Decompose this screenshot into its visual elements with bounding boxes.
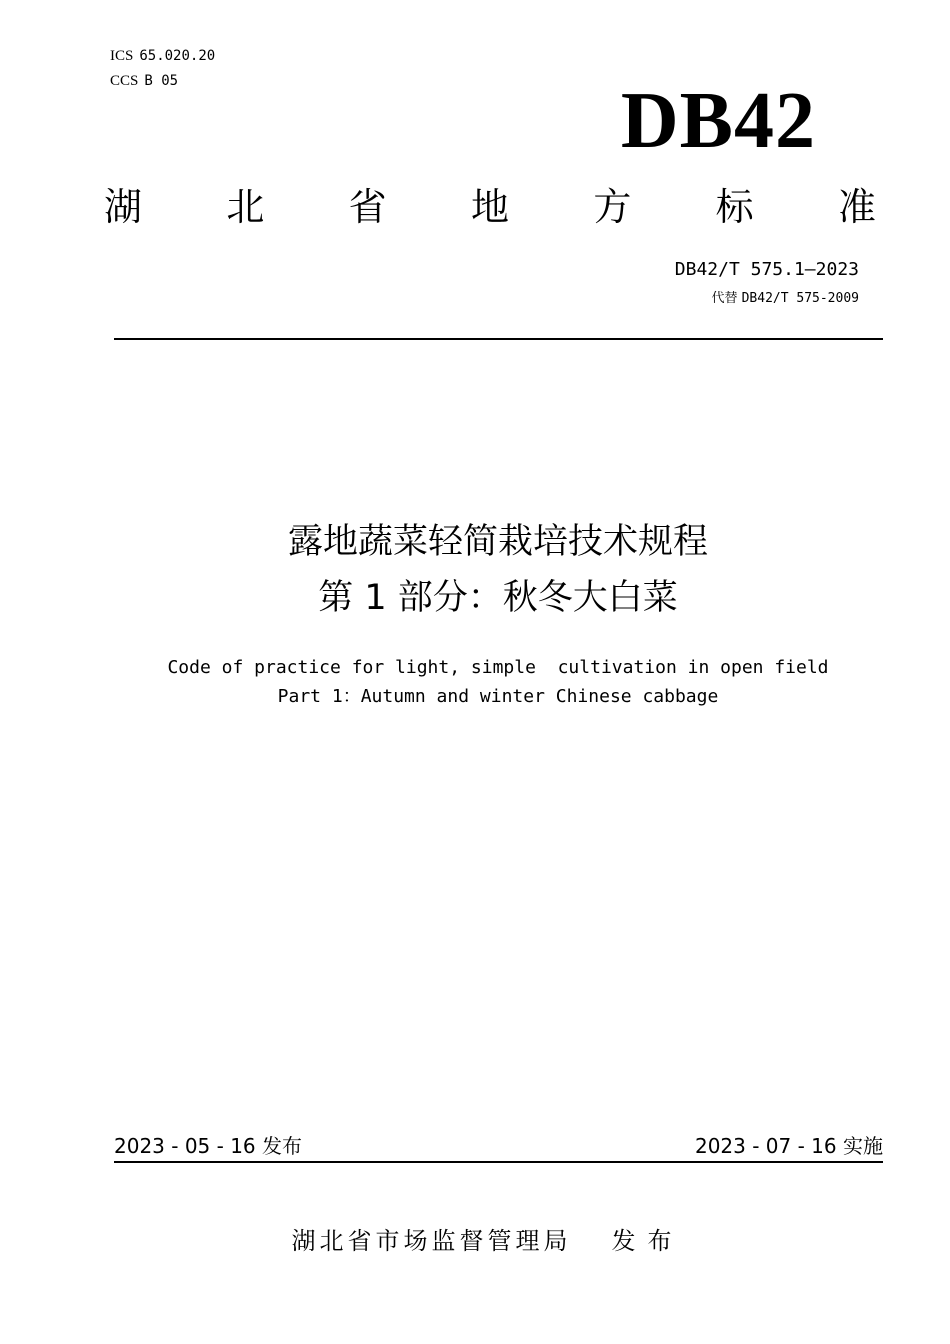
title-chinese-line-1: 露地蔬菜轻简栽培技术规程	[287, 522, 708, 562]
standard-logo: DB42	[620, 77, 816, 165]
standard-type-char: 北	[226, 185, 265, 229]
standard-type-char: 地	[470, 185, 509, 229]
ics-code	[110, 47, 215, 65]
issuer-action: 发布	[611, 1227, 684, 1255]
ccs-code	[110, 72, 178, 90]
standard-type-char: 准	[837, 185, 876, 229]
ccs-value: B 05	[144, 73, 179, 89]
issue-date: 2023 - 05 - 16 发布	[114, 1134, 303, 1158]
standard-type-char: 省	[348, 185, 387, 229]
title-english-line-1: Code of practice for light, simple cultivation in open field	[167, 657, 829, 678]
ics-label: ICS	[110, 48, 134, 64]
replaces-code: DB42/T 575-2009	[741, 291, 859, 306]
ccs-label: CCS	[110, 73, 139, 89]
title-chinese-line-2: 第 1 部分：秋冬大白菜	[318, 578, 678, 618]
ics-value: 65.020.20	[139, 48, 216, 64]
standard-type-char: 标	[715, 185, 754, 229]
top-divider	[114, 338, 883, 340]
bottom-divider	[114, 1161, 883, 1163]
implementation-date: 2023 - 07 - 16 实施	[694, 1134, 883, 1158]
standard-type-heading	[104, 184, 876, 230]
replaces-standard	[711, 290, 859, 308]
title-english-line-2: Part 1：Autumn and winter Chinese cabbage	[277, 686, 719, 707]
replaces-label: 代替	[711, 291, 738, 306]
issuing-authority	[0, 1226, 950, 1256]
standard-number: DB42/T 575.1—2023	[674, 259, 859, 280]
issuer-name: 湖北省市场监督管理局	[291, 1227, 572, 1255]
standard-type-char: 湖	[104, 185, 143, 229]
standard-type-char: 方	[593, 185, 632, 229]
